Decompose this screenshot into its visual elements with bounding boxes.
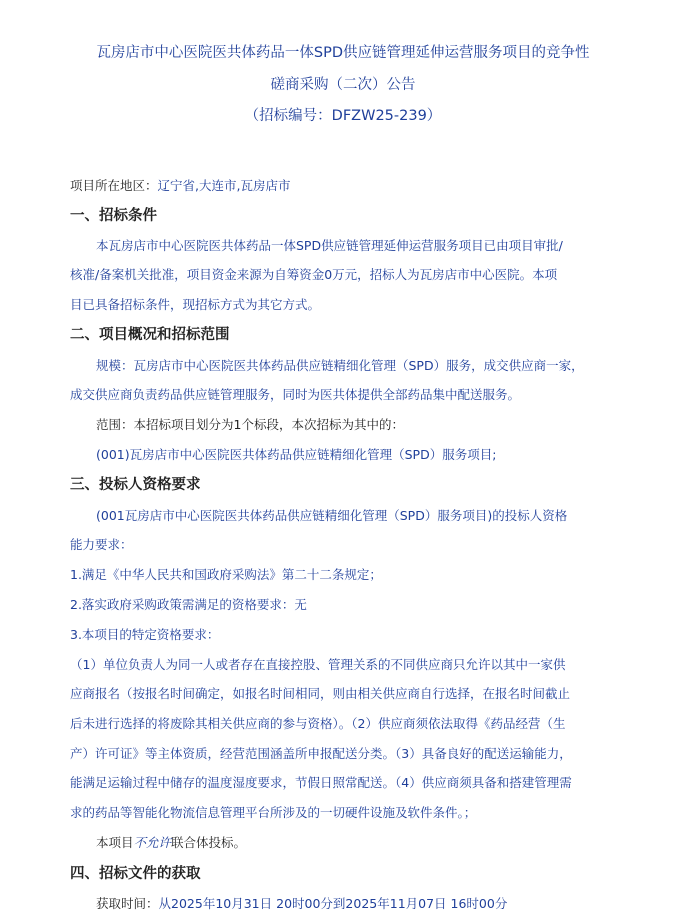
consortium-value: 不允许 (133, 835, 172, 850)
qualification-intro-line-2: 能力要求： (70, 537, 133, 552)
qualification-intro-line-1: (001瓦房店市中心医院医共体药品供应链精细化管理（SPD）服务项目)的投标人资格 (96, 508, 568, 523)
requirement-detail-line-4: 产）许可证》等主体资质，经营范围涵盖所申报配送分类。（3）具备良好的配送运输能力， (70, 746, 572, 761)
document-title-line-2: 磋商采购（二次）公告 (270, 77, 416, 93)
consortium-prefix: 本项目 (96, 835, 134, 850)
acquisition-time (96, 895, 641, 913)
section-1-paragraph-line-1: 本瓦房店市中心医院医共体药品一体SPD供应链管理延伸运营服务项目已由项目审批/ (96, 238, 563, 253)
section-2-heading: 二、项目概况和招标范围 (70, 327, 230, 343)
section-1-paragraph-line-3: 目已具备招标条件，现招标方式为其它方式。 (70, 297, 321, 312)
section-1-heading: 一、招标条件 (70, 208, 157, 224)
acquisition-time-label: 获取时间： (96, 896, 159, 911)
section-1-paragraph-line-2: 核准/备案机关批准，项目资金来源为自筹资金0万元，招标人为瓦房店市中心医院。本项 (70, 267, 558, 282)
requirement-detail-line-1: （1）单位负责人为同一人或者存在直接控股、管理关系的不同供应商只允许以其中一家供 (70, 657, 566, 672)
requirement-detail-line-6: 求的药品等智能化物流信息管理平台所涉及的一切硬件设施及软件条件。； (70, 805, 477, 820)
requirement-detail-line-3: 后未进行选择的将废除其相关供应商的参与资格）。（2）供应商须依法取得《药品经营（生 (70, 716, 566, 731)
region-value: 辽宁省,大连市,瓦房店市 (157, 178, 291, 193)
requirement-3: 3.本项目的特定资格要求： (70, 627, 220, 642)
requirement-detail-line-5: 能满足运输过程中储存的温度湿度要求，节假日照常配送。（4）供应商须具备和搭建管理需 (70, 775, 572, 790)
project-region (70, 177, 615, 195)
section-3-heading: 三、投标人资格要求 (70, 477, 201, 493)
scale-line-2: 成交供应商负责药品供应链管理服务，同时为医共体提供全部药品集中配送服务。 (70, 387, 521, 402)
requirement-2: 2.落实政府采购政策需满足的资格要求：无 (70, 597, 307, 612)
lot-line: (001)瓦房店市中心医院医共体药品供应链精细化管理（SPD）服务项目; (96, 447, 497, 462)
requirement-detail-line-2: 应商报名（按报名时间确定，如报名时间相同，则由相关供应商自行选择，在报名时间截止 (70, 686, 571, 701)
document-title-line-1: 瓦房店市中心医院医共体药品一体SPD供应链管理延伸运营服务项目的竞争性 (96, 45, 590, 61)
scope-line: 范围：本招标项目划分为1个标段，本次招标为其中的： (96, 417, 404, 432)
tender-number: （招标编号：DFZW25-239） (244, 108, 442, 124)
consortium-line (96, 834, 641, 852)
scale-line-1: 规模：瓦房店市中心医院医共体药品供应链精细化管理（SPD）服务，成交供应商一家， (96, 358, 584, 373)
consortium-suffix: 联合体投标。 (171, 835, 247, 850)
requirement-1: 1.满足《中华人民共和国政府采购法》第二十二条规定； (70, 567, 382, 582)
section-4-heading: 四、招标文件的获取 (70, 866, 201, 882)
region-label: 项目所在地区： (70, 178, 158, 193)
acquisition-time-value: 从2025年10月31日 20时00分到2025年11月07日 16时00分 (158, 896, 508, 911)
